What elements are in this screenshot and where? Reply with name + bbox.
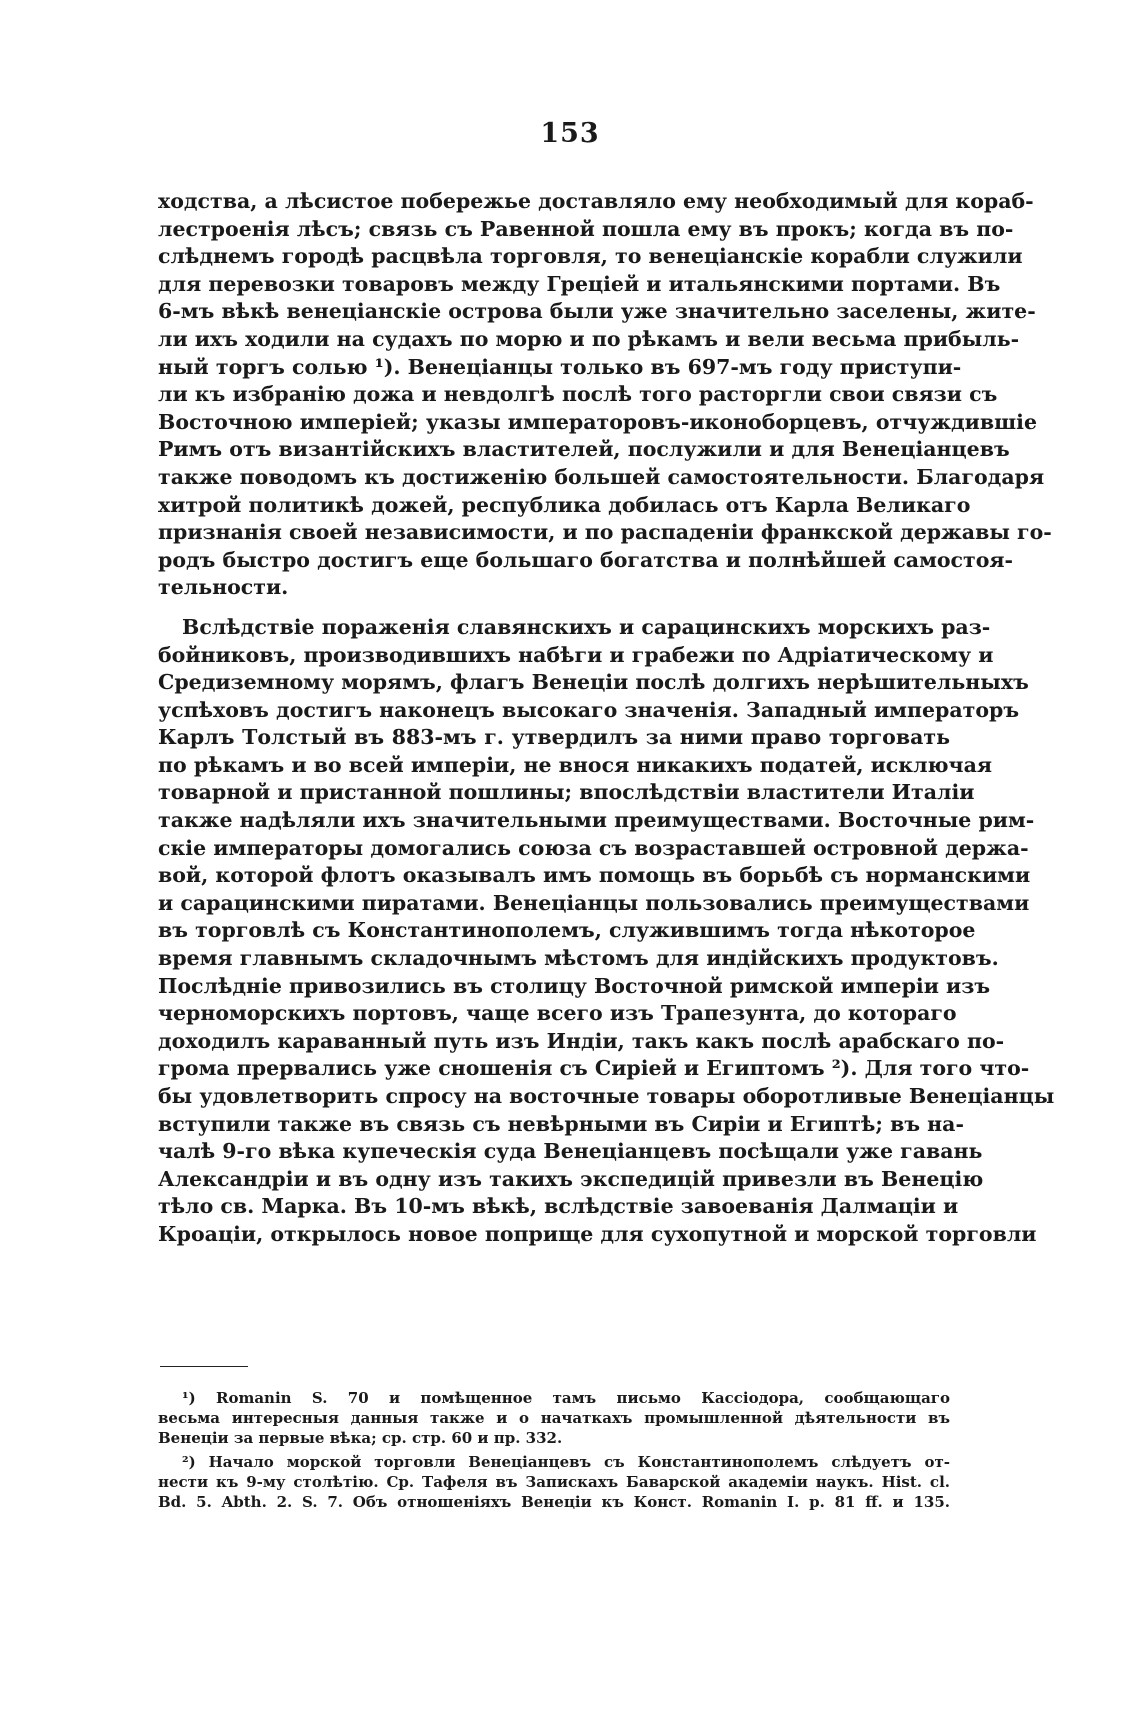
page-number: 153 [540, 118, 600, 149]
footnotes [158, 1388, 950, 1512]
text-line: также поводомъ къ достиженію большей самостоятельности. Благодаря [158, 464, 1045, 489]
footnote-line: ²) Начало морской торговли Венеціанцевъ съ Константинополемъ слѣдуетъ от- [182, 1453, 950, 1471]
paragraph-2 [158, 614, 1055, 1249]
text-line: для перевозки товаровъ между Греціей и итальянскими портами. Въ [158, 271, 1001, 296]
text-line: слѣднемъ городѣ расцвѣла торговля, то венеціанскіе корабли служили [158, 244, 1023, 269]
footnote-2 [158, 1452, 950, 1512]
text-line: Александріи и въ одну изъ такихъ экспедицій привезли въ Венецію [158, 1166, 984, 1191]
text-line: тельности. [158, 575, 289, 600]
footnote-1 [158, 1388, 950, 1448]
text-line: Кроаціи, открылось новое поприще для сухопутной и морской торговли [158, 1221, 1037, 1246]
text-line: Карлъ Толстый въ 883-мъ г. утвердилъ за ними право торговать [158, 725, 950, 750]
text-line: ли ихъ ходили на судахъ по морю и по рѣкамъ и вели весьма прибыль- [158, 326, 1020, 351]
text-line: Средиземному морямъ, флагъ Венеціи послѣ долгихъ нерѣшительныхъ [158, 670, 1029, 695]
text-line: и сарацинскими пиратами. Венеціанцы пользовались преимуществами [158, 890, 1030, 915]
paragraph-1 [158, 188, 1052, 602]
text-line: успѣховъ достигъ наконецъ высокаго значенія. Западный императоръ [158, 697, 1020, 722]
text-line: Вслѣдствіе пораженія славянскихъ и сарацинскихъ морскихъ раз- [182, 614, 991, 639]
text-line: Послѣдніе привозились въ столицу Восточной римской имперіи изъ [158, 973, 991, 998]
text-line: тѣло св. Марка. Въ 10-мъ вѣкѣ, вслѣдствіе завоеванія Далмаціи и [158, 1194, 959, 1219]
text-line: лестроенія лѣсъ; связь съ Равенной пошла ему въ прокъ; когда въ по- [158, 216, 1014, 241]
text-line: время главнымъ складочнымъ мѣстомъ для индійскихъ продуктовъ. [158, 946, 999, 971]
text-line: хитрой политикѣ дожей, республика добилась отъ Карла Великаго [158, 492, 971, 517]
text-line: также надѣляли ихъ значительными преимуществами. Восточные рим- [158, 808, 1035, 833]
text-line: чалѣ 9-го вѣка купеческія суда Венеціанцевъ посѣщали уже гавань [158, 1139, 983, 1164]
text-line: товарной и пристанной пошлины; впослѣдствіи властители Италіи [158, 780, 975, 805]
footnote-line: ¹) Romanin S. 70 и помѣщенное тамъ письмо Кассіодора, сообщающаго [182, 1389, 950, 1407]
footnote-line: Венеціи за первые вѣка; ср. стр. 60 и пр. 332. [158, 1429, 563, 1447]
footnote-line: Bd. 5. Abth. 2. S. 7. Объ отношеніяхъ Венеціи къ Конст. Romanin I. p. 81 ff. и 135. [158, 1493, 950, 1511]
text-line: скіе императоры домогались союза съ возраставшей островной держа- [158, 835, 1029, 860]
text-line: въ торговлѣ съ Константинополемъ, служившимъ тогда нѣкоторое [158, 918, 976, 943]
text-line: грома прервались уже сношенія съ Сиріей и Египтомъ ²). Для того что- [158, 1056, 1030, 1081]
text-line: 6-мъ вѣкѣ венеціанскіе острова были уже значительно заселены, жите- [158, 299, 1036, 324]
text-line: ли къ избранію дожа и невдолгѣ послѣ того расторгли свои связи съ [158, 382, 998, 407]
text-line: Восточною имперіей; указы императоровъ-иконоборцевъ, отчуждившіе [158, 409, 1037, 434]
footnote-line: нести къ 9-му столѣтію. Ср. Тафеля въ Запискахъ Баварской академіи наукъ. Hist. cl. [158, 1473, 950, 1491]
footnote-divider [160, 1366, 248, 1367]
text-line: черноморскихъ портовъ, чаще всего изъ Трапезунта, до котораго [158, 1001, 957, 1026]
text-line: бойниковъ, производившихъ набѣги и грабежи по Адріатическому и [158, 642, 994, 667]
text-line: Римъ отъ византійскихъ властителей, послужили и для Венеціанцевъ [158, 437, 1010, 462]
text-line: ходства, а лѣсистое побережье доставляло ему необходимый для кораб- [158, 189, 1034, 213]
text-line: по рѣкамъ и во всей имперіи, не внося никакихъ податей, исключая [158, 752, 992, 777]
text-line: бы удовлетворить спросу на восточные товары оборотливые Венеціанцы [158, 1084, 1055, 1108]
text-line: ный торгъ солью ¹). Венеціанцы только въ 697-мъ году приступи- [158, 354, 962, 379]
text-line: вступили также въ связь съ невѣрными въ Сиріи и Египтѣ; въ на- [158, 1111, 964, 1136]
body-text [158, 188, 1055, 1249]
text-line: доходилъ караванный путь изъ Индіи, такъ какъ послѣ арабскаго по- [158, 1028, 1005, 1053]
footnote-line: весьма интересныя данныя также и о начаткахъ промышленной дѣятельности въ [158, 1409, 950, 1427]
text-line: родъ быстро достигъ еще большаго богатства и полнѣйшей самостоя- [158, 547, 1014, 572]
text-line: признанія своей независимости, и по распаденіи франкской державы го- [158, 520, 1052, 545]
text-line: вой, которой флотъ оказывалъ имъ помощь въ борьбѣ съ норманскими [158, 863, 1031, 888]
